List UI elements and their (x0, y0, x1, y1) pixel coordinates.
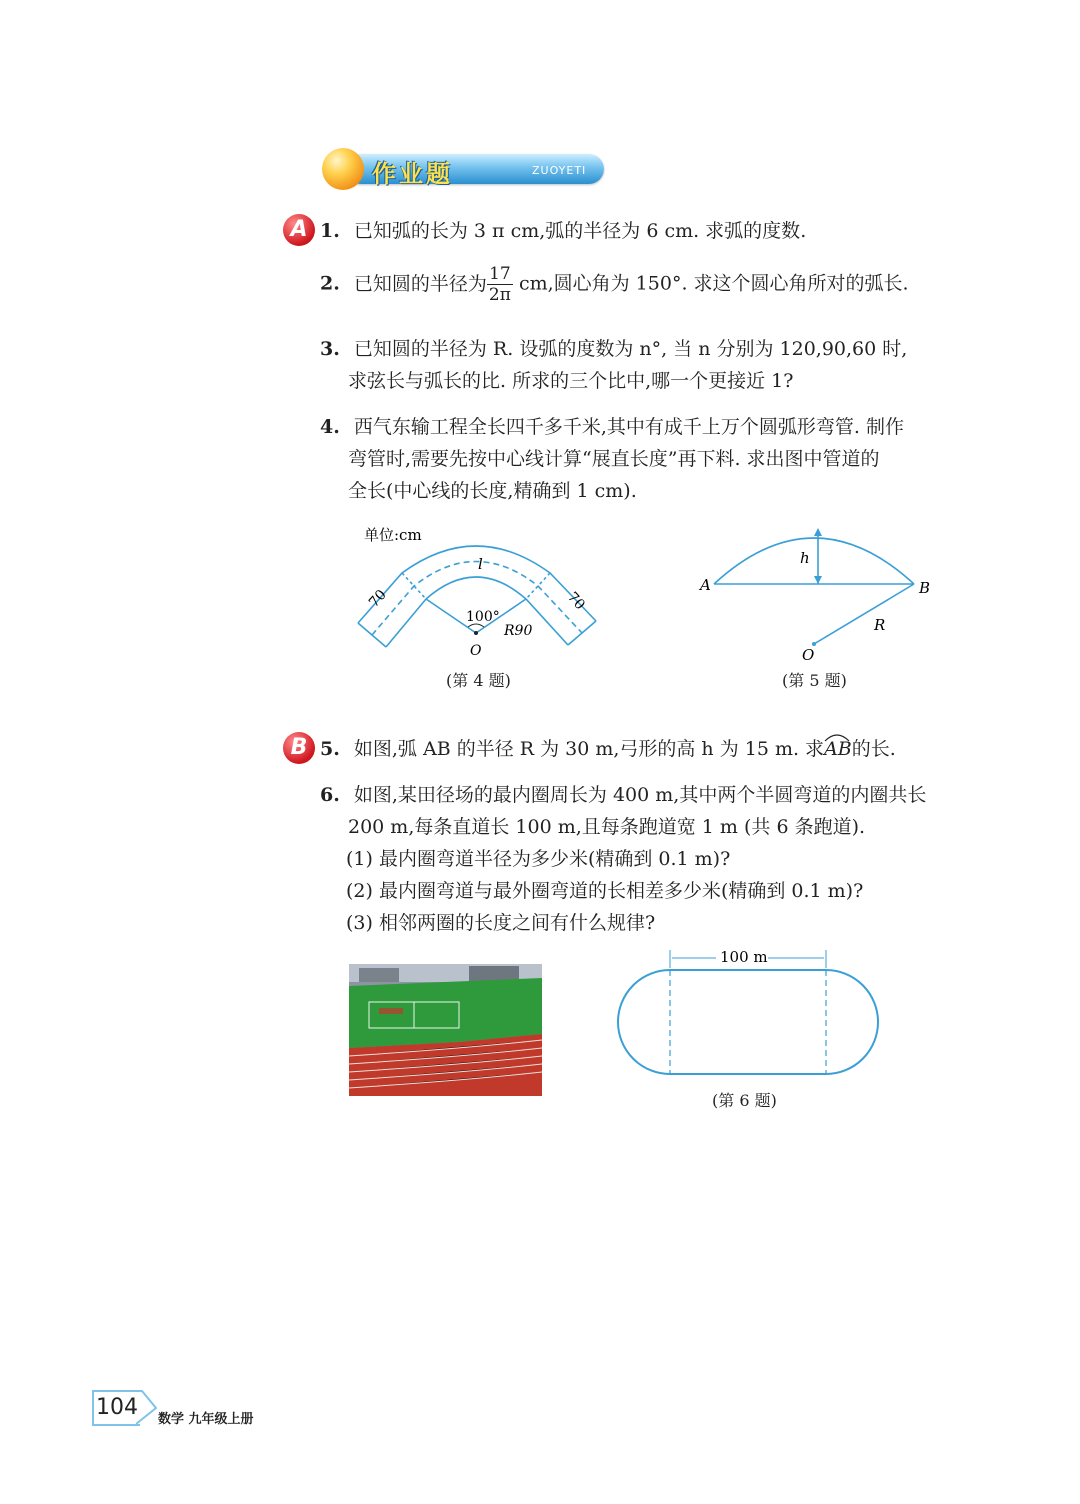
problem-2-post: cm,圆心角为 150°. 求这个圆心角所对的弧长. (512, 272, 909, 295)
problem-6-line2: 200 m,每条直道长 100 m,且每条跑道宽 1 m (共 6 条跑道). (348, 816, 866, 838)
fig6-length-label: 100 m (720, 948, 768, 966)
problem-4-text-1: 西气东输工程全长四千多千米,其中有成千上万个圆弧形弯管. 制作 (353, 416, 905, 438)
fig5-o-label: O (802, 646, 815, 664)
track-outline (618, 970, 878, 1074)
stadium-photo (349, 964, 542, 1096)
problem-5-text-b: 的长. (851, 738, 896, 760)
fig5-r-label: R (874, 616, 886, 634)
fig4-caption: (第 4 题) (446, 671, 511, 690)
page-tab-icon (136, 1390, 158, 1426)
fig5-a-label: A (700, 576, 711, 594)
problem-4-line1 (320, 412, 904, 439)
fig4-left-length: 70 (366, 586, 390, 611)
fig4-right-length: 70 (564, 589, 588, 614)
problem-5-arc (824, 738, 852, 760)
fig4-l-label: l (478, 555, 483, 573)
problem-6-sub2: (2) 最内圈弯道与最外圈弯道的长相差多少米(精确到 0.1 m)? (346, 880, 864, 902)
arc-ab (714, 538, 914, 584)
problem-2-pre: 已知圆的半径为 (353, 272, 487, 295)
problem-1 (320, 216, 806, 243)
radius-line (814, 584, 914, 644)
book-title: 数学 九年级上册 (158, 1412, 254, 1427)
problem-6-sub3: (3) 相邻两圈的长度之间有什么规律? (346, 912, 656, 934)
fig4-center-label: O (470, 643, 482, 659)
fig4-angle-label: 100° (466, 609, 500, 625)
problem-5-number: 5. (320, 738, 340, 760)
problem-4-number: 4. (320, 416, 340, 438)
fig5-b-label: B (919, 579, 931, 597)
problem-4-line2: 弯管时,需要先按中心线计算“展直长度”再下料. 求出图中管道的 (348, 448, 880, 470)
fraction-denominator: 2π (488, 285, 511, 305)
fig4-radius-label: R90 (504, 623, 533, 639)
banner-ball-icon (322, 148, 364, 190)
page-number: 104 (92, 1390, 140, 1426)
fig5-h-label: h (800, 549, 810, 567)
level-b-badge: B (283, 732, 315, 764)
arc-label: AB (824, 738, 852, 760)
fig5-caption: (第 5 题) (782, 671, 847, 690)
banner-subtitle: ZUOYETI (532, 164, 587, 177)
problem-2-number: 2. (320, 272, 340, 295)
arc-mark-icon (824, 732, 850, 742)
problem-5 (320, 734, 896, 761)
fig4-unit-label: 单位:cm (364, 526, 422, 544)
figure-4-pipe-diagram (340, 525, 620, 665)
homework-banner (322, 148, 604, 190)
problem-5-text-a: 如图,弧 AB 的半径 R 为 30 m,弓形的高 h 为 15 m. 求 (353, 738, 825, 760)
problem-2 (320, 264, 909, 305)
problem-3-line2: 求弦长与弧长的比. 所求的三个比中,哪一个更接近 1? (348, 370, 794, 392)
figure-5-arc-diagram (696, 520, 946, 665)
problem-3-number: 3. (320, 338, 340, 360)
level-a-badge: A (283, 214, 315, 246)
problem-6-sub1: (1) 最内圈弯道半径为多少米(精确到 0.1 m)? (346, 848, 731, 870)
problem-2-fraction (487, 264, 513, 305)
problem-6-number: 6. (320, 784, 340, 806)
banner-title: 作业题 (372, 160, 453, 188)
fraction-numerator: 17 (487, 264, 513, 285)
problem-6-line1 (320, 780, 926, 807)
problem-1-number: 1. (320, 220, 340, 242)
problem-6-text-1: 如图,某田径场的最内圈周长为 400 m,其中两个半圆弯道的内圈共长 (353, 784, 927, 806)
figure-6-track-diagram (612, 940, 884, 1080)
problem-3-text-1: 已知圆的半径为 R. 设弧的度数为 n°, 当 n 分别为 120,90,60 时, (353, 338, 908, 360)
problem-3-line1 (320, 334, 907, 361)
fig6-caption: (第 6 题) (712, 1091, 777, 1110)
problem-4-line3: 全长(中心线的长度,精确到 1 cm). (348, 480, 637, 502)
problem-1-text: 已知弧的长为 3 π cm,弧的半径为 6 cm. 求弧的度数. (353, 220, 807, 242)
